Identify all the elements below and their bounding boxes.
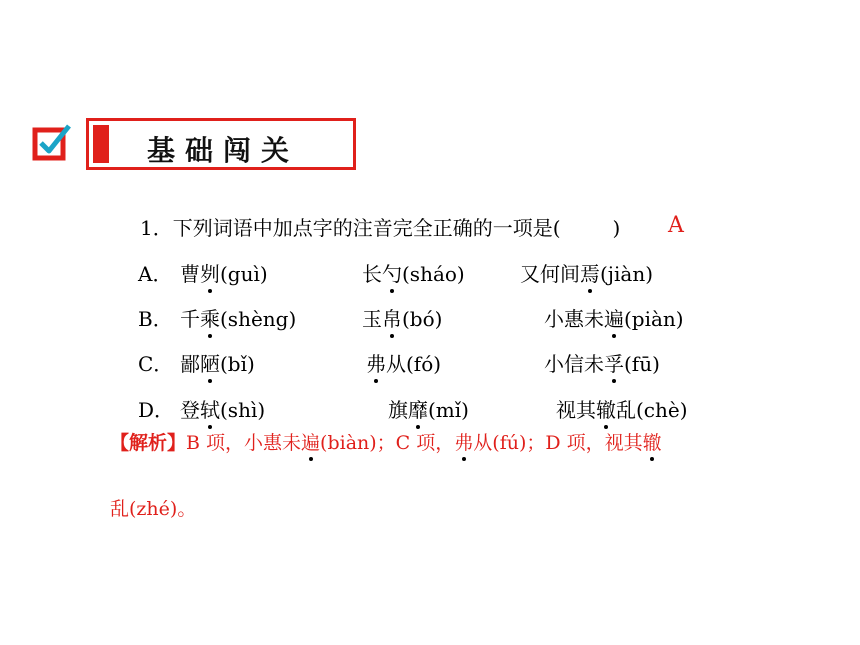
section-title: 基础闯关 — [147, 134, 300, 167]
option-d-word-3: 视其辙乱(chè) — [556, 394, 688, 423]
option-b-word-2: 玉帛(bó) — [362, 303, 442, 332]
option-d-word-1: 登轼(shì) — [180, 394, 265, 423]
checkbox-icon — [32, 123, 72, 163]
analysis-line-1: 【解析】B 项，小惠未遍(biàn)；C 项，弗从(fú)；D 项，视其辙 — [110, 428, 662, 455]
option-c-label: C． — [138, 352, 174, 376]
option-c-word-2: 弗从(fó) — [366, 348, 441, 377]
option-b-label: B． — [138, 307, 173, 331]
section-banner — [86, 118, 356, 170]
option-a-word-3: 又何间焉(jiàn) — [520, 258, 653, 287]
answer-mark: A — [668, 213, 684, 238]
banner-accent-bar — [93, 125, 109, 163]
analysis-line-2: 乱(zhé)。 — [110, 498, 197, 520]
option-c-word-3: 小信未孚(fū) — [544, 348, 660, 377]
option-b-word-3: 小惠未遍(piàn) — [544, 303, 684, 332]
option-a-word-2: 长勺(sháo) — [362, 258, 465, 287]
option-d-word-2: 旗靡(mǐ) — [388, 394, 469, 423]
option-a-word-1: 曹刿(guì) — [180, 258, 268, 287]
option-b-word-1: 千乘(shèng) — [180, 303, 296, 332]
option-a-label: A． — [138, 262, 173, 286]
question-stem: 1．下列词语中加点字的注音完全正确的一项是( ) — [140, 216, 621, 240]
option-d-label: D． — [138, 398, 175, 422]
option-c-word-1: 鄙陋(bǐ) — [180, 348, 255, 377]
